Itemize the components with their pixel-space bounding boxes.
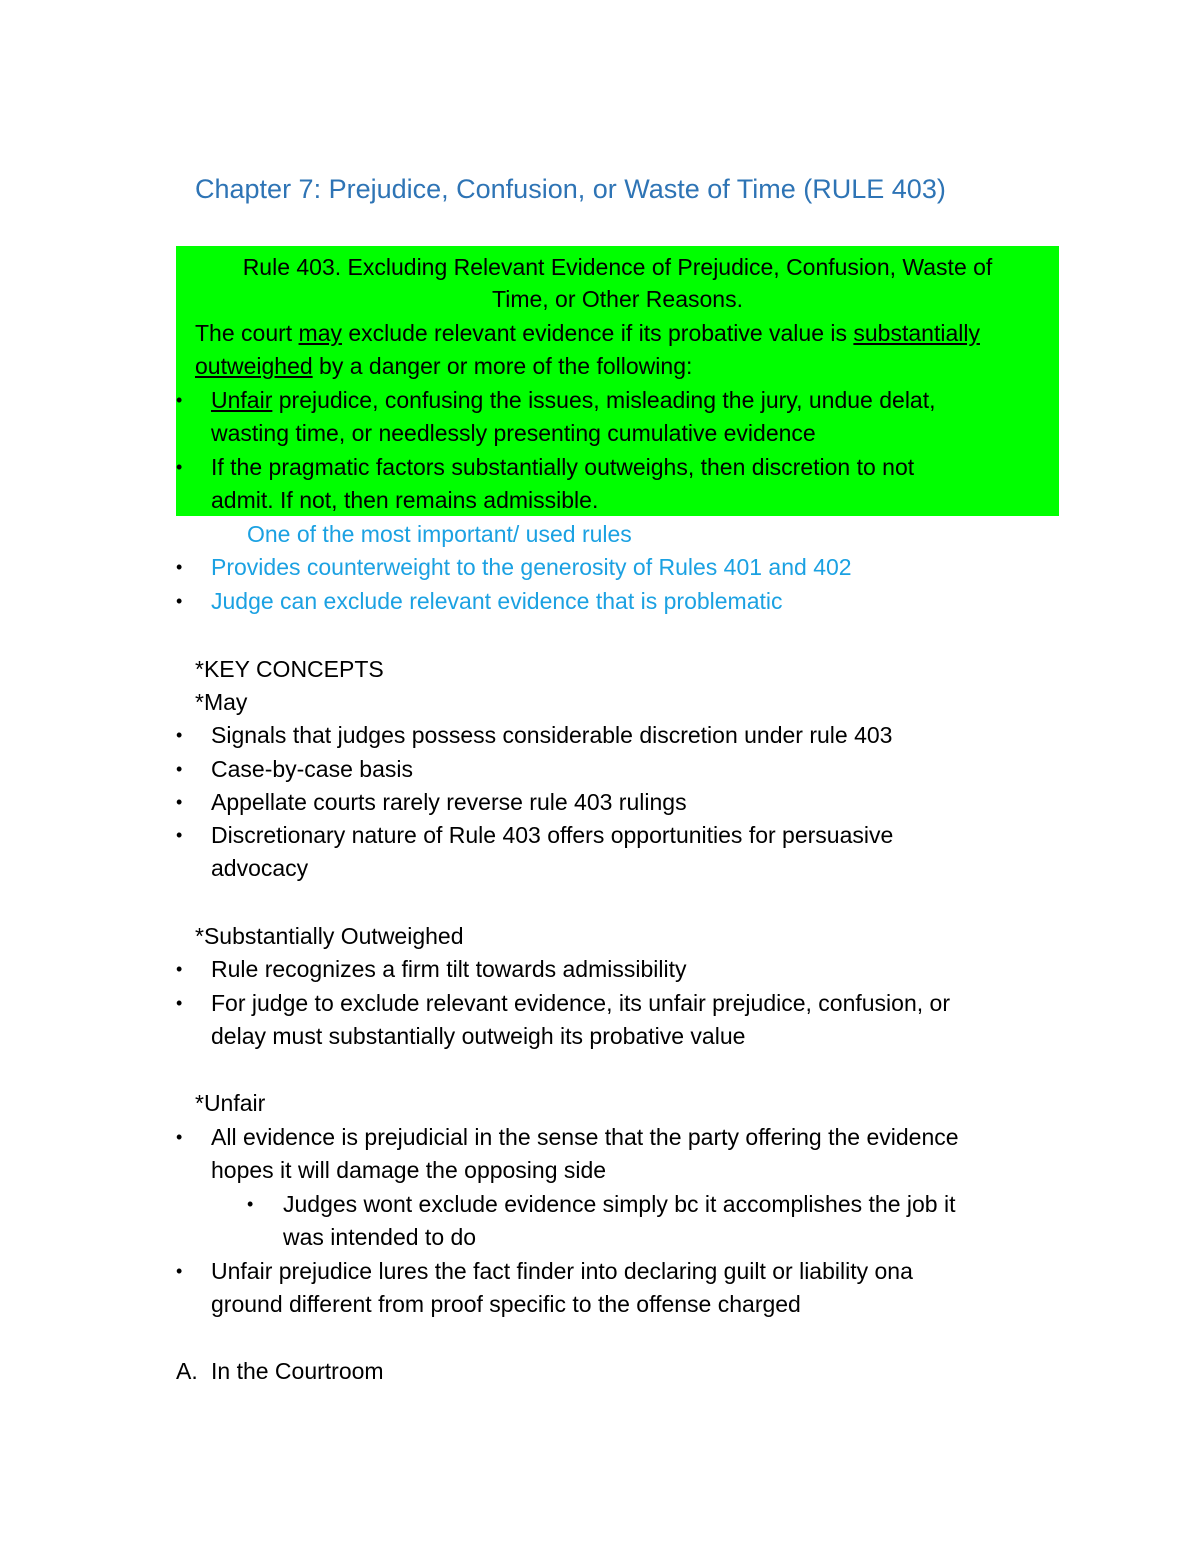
bullet-marker: • <box>176 725 183 745</box>
bullet-marker: • <box>176 591 183 611</box>
rule-text-segment: prejudice, confusing the issues, misleading the jury, undue delat, <box>272 387 936 413</box>
may-bullet-3: Appellate courts rarely reverse rule 403 rulings <box>211 789 687 815</box>
bullet-marker: • <box>176 557 183 577</box>
unfair-heading: *Unfair <box>195 1090 266 1116</box>
substantially-bullet-2-line-2: delay must substantially outweigh its probative value <box>211 1023 746 1049</box>
substantially-bullet-2-line-1: For judge to exclude relevant evidence, its unfair prejudice, confusion, or <box>211 990 950 1016</box>
rule-text-line-1 <box>195 318 980 348</box>
may-bullet-1: Signals that judges possess considerable discretion under rule 403 <box>211 722 893 748</box>
unfair-bullet-2-line-1: Unfair prejudice lures the fact finder into declaring guilt or liability ona <box>211 1258 913 1284</box>
unfair-subbullet-line-1: Judges wont exclude evidence simply bc it accomplishes the job it <box>283 1191 956 1217</box>
unfair-bullet-1-line-2: hopes it will damage the opposing side <box>211 1157 607 1183</box>
blue-bullet-2: Judge can exclude relevant evidence that is problematic <box>211 588 783 614</box>
bullet-marker: • <box>176 457 183 477</box>
unfair-bullet-1-line-1: All evidence is prejudicial in the sense that the party offering the evidence <box>211 1124 959 1150</box>
substantially-heading: *Substantially Outweighed <box>195 923 464 949</box>
unfair-subbullet-line-2: was intended to do <box>283 1224 477 1250</box>
may-bullet-2: Case-by-case basis <box>211 756 413 782</box>
rule-heading-line-1: Rule 403. Excluding Relevant Evidence of Prejudice, Confusion, Waste of <box>242 254 993 280</box>
bullet-marker: • <box>176 993 183 1013</box>
rule-bullet-1-line-1 <box>211 385 936 415</box>
key-concepts-heading: *KEY CONCEPTS <box>195 656 384 682</box>
rule-text-line-2 <box>195 351 692 381</box>
emphasis-unfair: Unfair <box>211 387 273 413</box>
bullet-marker: • <box>176 825 183 845</box>
substantially-bullet-1: Rule recognizes a firm tilt towards admissibility <box>211 956 687 982</box>
rule-bullet-1-line-2: wasting time, or needlessly presenting cumulative evidence <box>211 420 816 446</box>
bullet-marker: • <box>176 390 183 410</box>
emphasis-outweighed: outweighed <box>195 353 313 379</box>
bullet-marker: • <box>176 1127 183 1147</box>
bullet-marker: • <box>176 1261 183 1281</box>
may-heading: *May <box>195 689 248 715</box>
rule-text-segment: exclude relevant evidence if its probative value is <box>342 320 854 346</box>
rule-text-segment: by a danger or more of the following: <box>312 353 693 379</box>
bullet-marker: • <box>176 792 183 812</box>
may-bullet-4-line-2: advocacy <box>211 855 309 881</box>
rule-heading-line-2: Time, or Other Reasons. <box>492 286 743 312</box>
may-bullet-4-line-1: Discretionary nature of Rule 403 offers opportunities for persuasive <box>211 822 894 848</box>
rule-text-segment: The court <box>195 320 299 346</box>
bullet-marker: • <box>247 1194 254 1214</box>
emphasis-may: may <box>298 320 342 346</box>
section-a-heading: In the Courtroom <box>211 1358 384 1384</box>
rule-bullet-2-line-2: admit. If not, then remains admissible. <box>211 487 599 513</box>
rule-bullet-2-line-1: If the pragmatic factors substantially outweighs, then discretion to not <box>211 454 915 480</box>
blue-intro-line: One of the most important/ used rules <box>247 521 632 547</box>
unfair-bullet-2-line-2: ground different from proof specific to the offense charged <box>211 1291 801 1317</box>
page-title: Chapter 7: Prejudice, Confusion, or Waste of Time (RULE 403) <box>195 174 946 204</box>
bullet-marker: • <box>176 759 183 779</box>
section-a-marker: A. <box>176 1358 198 1384</box>
bullet-marker: • <box>176 959 183 979</box>
emphasis-substantially: substantially <box>853 320 980 346</box>
blue-bullet-1: Provides counterweight to the generosity of Rules 401 and 402 <box>211 554 852 580</box>
